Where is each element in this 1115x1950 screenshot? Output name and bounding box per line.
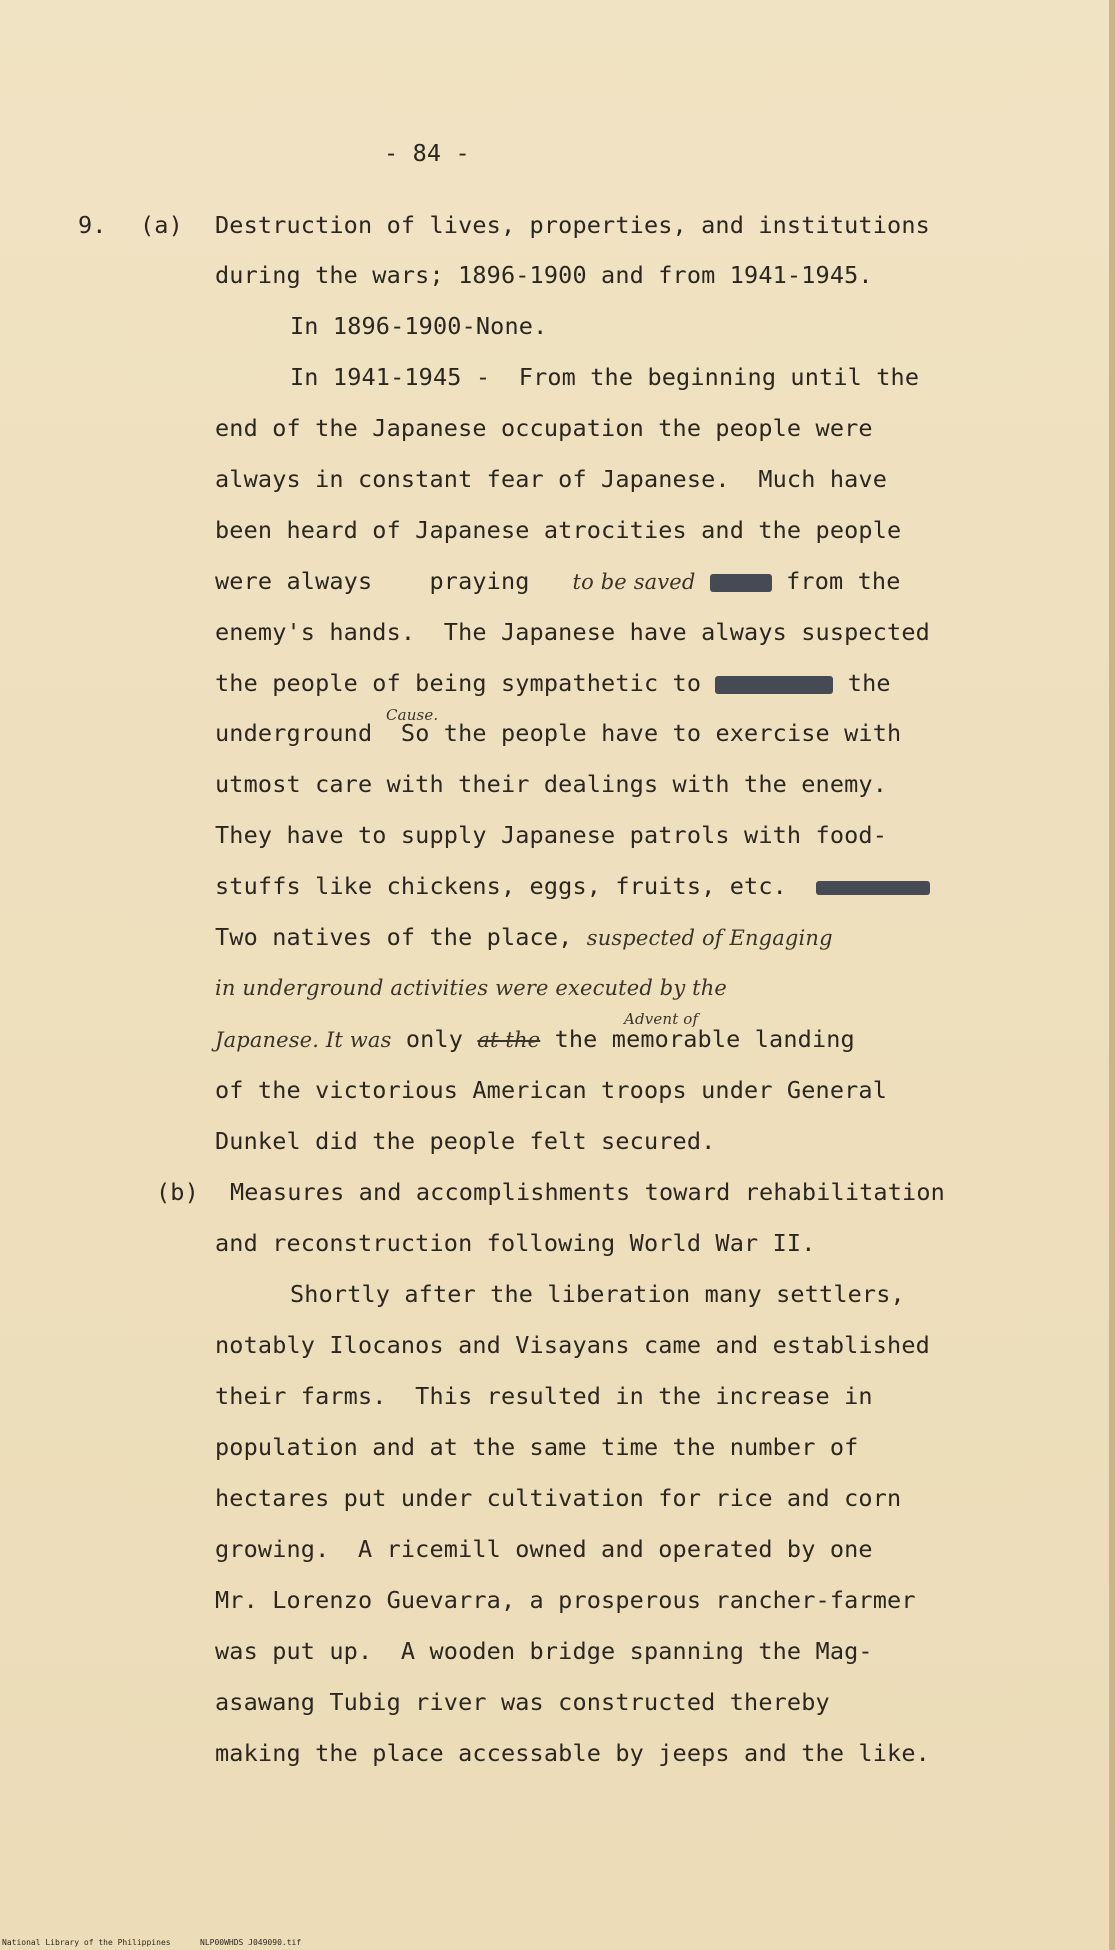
handwritten-underground-activities: in underground activities were executed by the — [215, 976, 728, 1000]
handwritten-struck-at-the: at the — [477, 1028, 541, 1052]
section-a-label: (a) — [140, 211, 183, 239]
para-liberation-line-2: notably Ilocanos and Visayans came and established — [215, 1331, 930, 1359]
para-liberation-line-3: their farms. This resulted in the increase in — [215, 1382, 873, 1410]
para-1941-line-3: always in constant fear of Japanese. Much have — [215, 465, 888, 493]
redaction-mark — [710, 574, 772, 592]
para-liberation-line-10: making the place accessable by jeeps and the like. — [215, 1739, 930, 1767]
para-1941-start: In 1941-1945 - From the beginning until the — [290, 363, 920, 391]
section-b-line-1: Measures and accomplishments toward rehabilitation — [230, 1178, 945, 1206]
page-edge — [1109, 0, 1115, 1950]
footer-filename: NLP00WHDS J049090.tif — [200, 1938, 302, 1947]
handwritten-caret-cause: Cause. — [386, 706, 439, 724]
section-b-line-2: and reconstruction following World War II. — [215, 1229, 816, 1257]
para-1941-line-12 — [215, 922, 833, 953]
text-stuffs: stuffs like chickens, eggs, fruits, etc. — [215, 872, 787, 900]
handwritten-suspected: suspected of Engaging — [586, 926, 833, 950]
text-memorable-landing: the memorable landing — [554, 1025, 855, 1053]
para-1941-line-8 — [215, 718, 901, 748]
para-1941-line-15: of the victorious American troops under General — [215, 1076, 888, 1104]
para-liberation-start: Shortly after the liberation many settlers, — [290, 1280, 905, 1308]
para-1941-line-14 — [215, 1024, 855, 1055]
handwritten-to-be-saved: to be saved — [572, 570, 696, 594]
footer-library: National Library of the Philippines — [2, 1938, 171, 1947]
para-liberation-line-8: was put up. A wooden bridge spanning the Mag- — [215, 1637, 873, 1665]
handwritten-caret-advent: Advent of — [624, 1010, 699, 1028]
para-liberation-line-4: population and at the same time the number of — [215, 1433, 859, 1461]
para-1941-line-11 — [215, 871, 930, 901]
section-a-line-2: during the wars; 1896-1900 and from 1941-1945. — [215, 261, 873, 289]
text-underground: underground — [215, 719, 373, 747]
para-1941-line-4: been heard of Japanese atrocities and the people — [215, 516, 902, 544]
text-so-the-people: So the people have to exercise with — [400, 719, 902, 747]
text-two-natives: Two natives of the place, — [215, 923, 573, 951]
para-1941-line-16: Dunkel did the people felt secured. — [215, 1127, 716, 1155]
page-number: - 84 - — [384, 139, 470, 167]
text-praying: praying — [429, 567, 530, 595]
para-liberation-line-9: asawang Tubig river was constructed thereby — [215, 1688, 830, 1716]
text-the: the — [847, 669, 891, 697]
para-liberation-line-7: Mr. Lorenzo Guevarra, a prosperous rancher-farmer — [215, 1586, 916, 1614]
text-from-the: from the — [786, 567, 901, 595]
para-1941-line-2: end of the Japanese occupation the people were — [215, 414, 873, 442]
para-liberation-line-6: growing. A ricemill owned and operated by one — [215, 1535, 873, 1563]
para-liberation-line-5: hectares put under cultivation for rice and corn — [215, 1484, 902, 1512]
section-a-line-1: Destruction of lives, properties, and institutions — [215, 211, 930, 239]
section-b-label: (b) — [156, 1178, 199, 1206]
para-1941-line-5 — [215, 566, 901, 597]
para-1941-line-6: enemy's hands. The Japanese have always suspected — [215, 618, 930, 646]
para-1896: In 1896-1900-None. — [290, 312, 548, 340]
text-were-always: were always — [215, 567, 373, 595]
para-1941-line-9: utmost care with their dealings with the enemy. — [215, 770, 888, 798]
redaction-mark — [816, 881, 930, 895]
para-1941-line-7 — [215, 668, 891, 698]
redaction-mark — [715, 676, 833, 694]
handwritten-japanese-it-was: Japanese. It was — [215, 1028, 392, 1052]
text-sympathetic: the people of being sympathetic to — [215, 669, 702, 697]
item-number: 9. — [78, 211, 107, 239]
para-1941-line-10: They have to supply Japanese patrols with food- — [215, 821, 888, 849]
text-only: only — [405, 1025, 464, 1053]
